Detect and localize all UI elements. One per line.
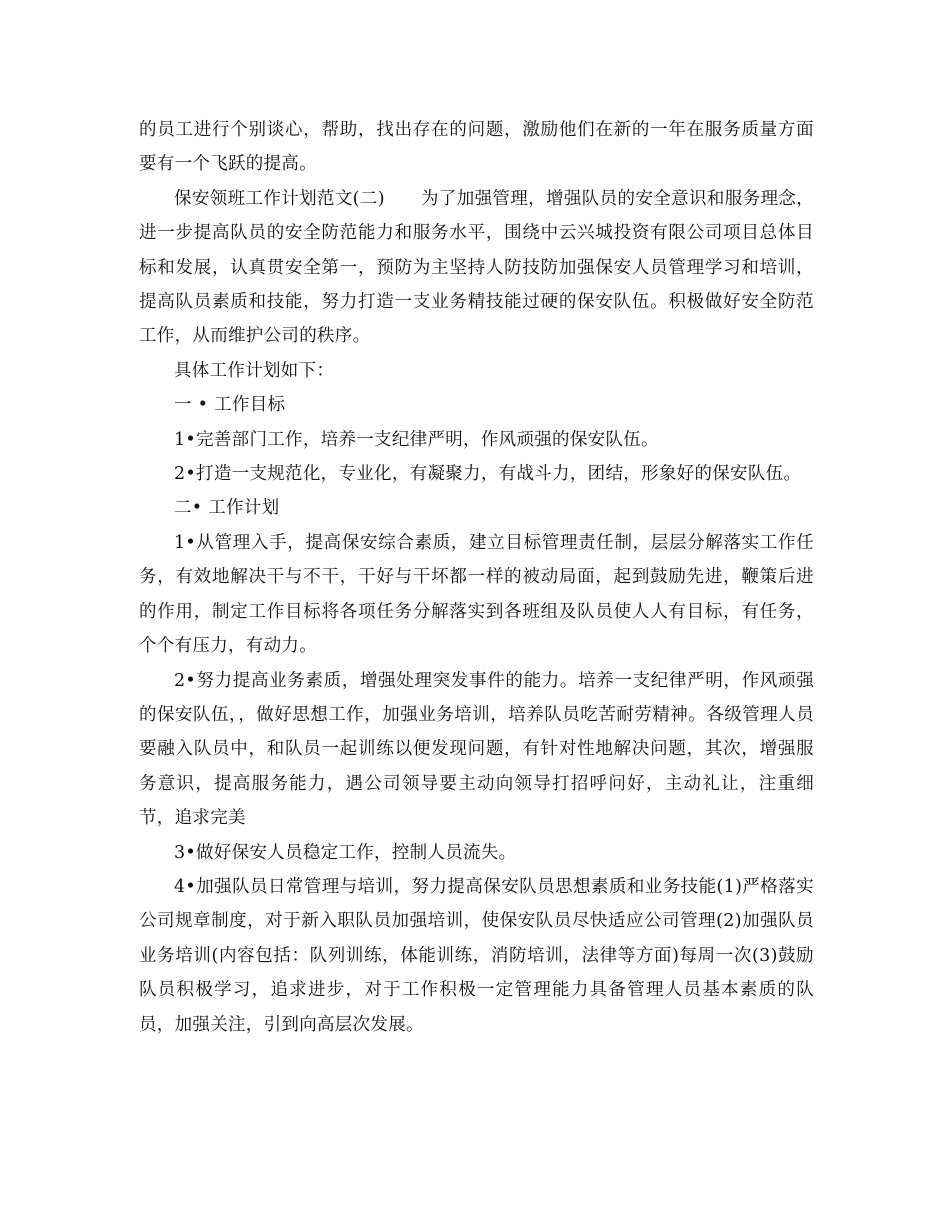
intro-text: 为了加强管理，增强队员的安全意识和服务理念，进一步提高队员的安全防范能力和服务水平，围绕中云兴城投资有限公司项目总体目标和发展，认真贯安全第一，预防为主坚持人防技防加强保安人员管理学习和培训，提高队员素质和技能，努力打造一支业务精技能过硬的保安队伍。积极做好安全防范工作，从而维护公司的秩序。 — [139, 188, 814, 347]
heading-goals: 一 • 工作目标 — [174, 395, 286, 416]
plan-item-4: 4•加强队员日常管理与培训，努力提高保安队员思想素质和业务技能(1)严格落实公司规章制度，对于新入职队员加强培训，使保安队员尽快适应公司管理(2)加强队员业务培训(内容包括：队列训练，体能训练，消防培训，法律等方面)每周一次(3)鼓励队员积极学习，追求进步，对于工作积极一定管理能力具备管理人员基本素质的队员，加强关注，引到向高层次发展。 — [139, 876, 814, 1035]
document-body — [139, 113, 814, 1042]
paragraph-continuation: 的员工进行个别谈心，帮助，找出存在的问题，激励他们在新的一年在服务质量方面要有一个飞跃的提高。 — [139, 120, 814, 175]
paragraph-intro — [139, 182, 814, 354]
plan-item-1: 1•从管理入手，提高保安综合素质，建立目标管理责任制，层层分解落实工作任务，有效地解决干与不干，干好与干坏都一样的被动局面，起到鼓励先进，鞭策后进的作用，制定工作目标将各项任务分解落实到各班组及队员使人人有目标，有任务，个个有压力，有动力。 — [139, 532, 814, 657]
paragraph-plan-lead: 具体工作计划如下： — [174, 360, 335, 381]
plan-item-2: 2•努力提高业务素质，增强处理突发事件的能力。培养一支纪律严明，作风顽强的保安队伍，，做好思想工作，加强业务培训，培养队员吃苦耐劳精神。各级管理人员要融入队员中，和队员一起训练以便发现问题，有针对性地解决问题，其次，增强服务意识，提高服务能力，遇公司领导要主动向领导打招呼问好，主动礼让，注重细节，追求完美 — [139, 670, 814, 829]
plan-item-3: 3•做好保安人员稳定工作，控制人员流失。 — [174, 842, 517, 863]
goal-item-2: 2•打造一支规范化，专业化，有凝聚力，有战斗力，团结，形象好的保安队伍。 — [174, 464, 802, 485]
goal-item-1: 1•完善部门工作，培养一支纪律严明，作风顽强的保安队伍。 — [174, 429, 659, 450]
section-title: 保安领班工作计划范文(二) — [174, 188, 385, 209]
heading-plan: 二• 工作计划 — [174, 498, 280, 519]
